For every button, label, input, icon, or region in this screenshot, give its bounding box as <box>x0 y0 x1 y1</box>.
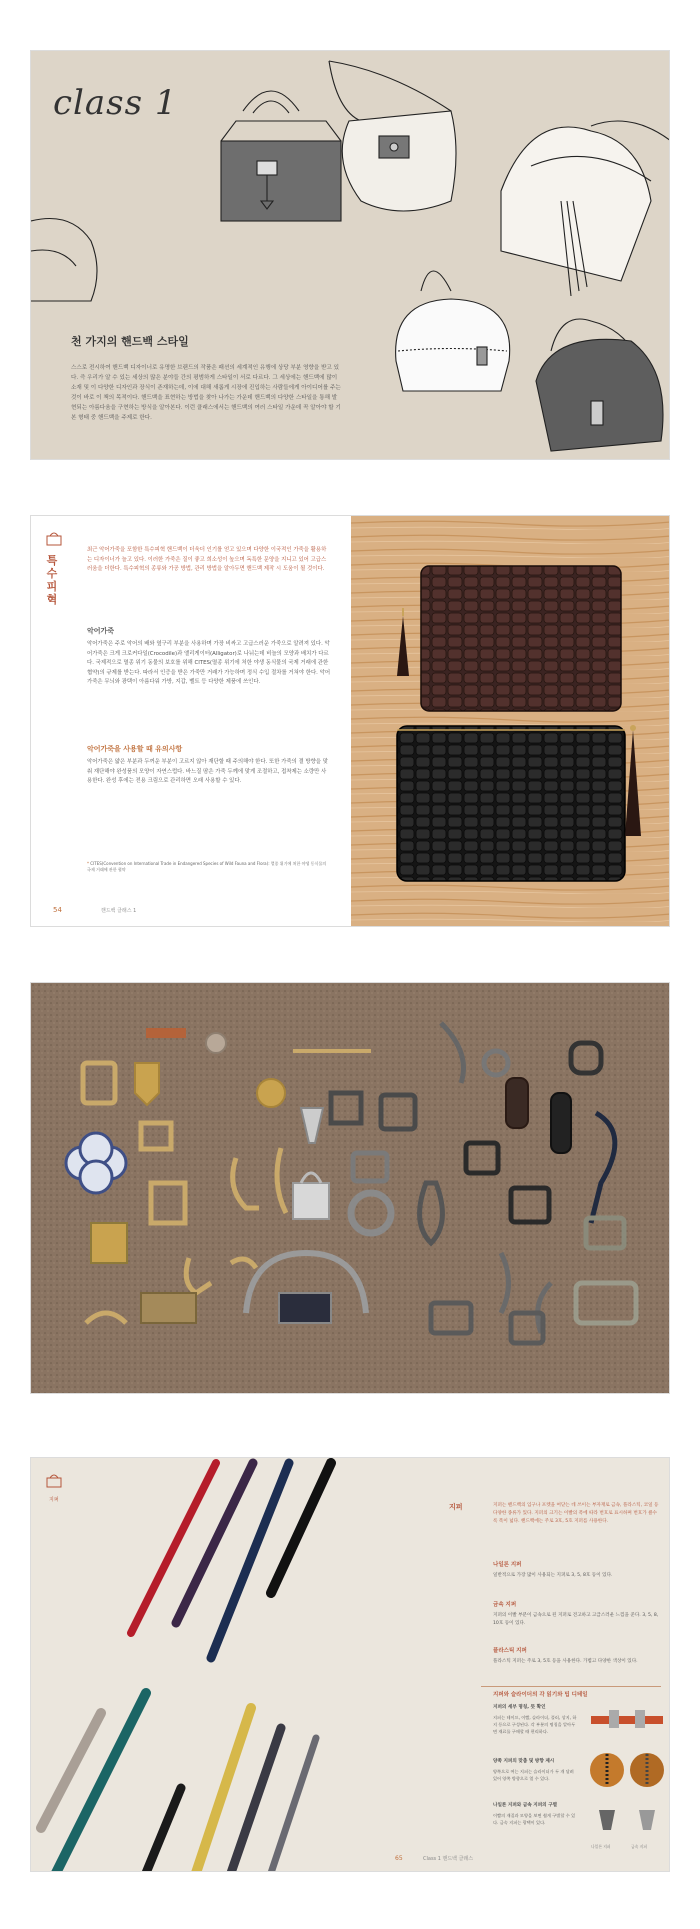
subsection-title-plastic: 플라스틱 지퍼 <box>493 1648 527 1654</box>
hardware-flatlay-photo <box>30 982 670 1394</box>
intro-text: 지퍼는 핸드백의 입구나 포켓을 여닫는 데 쓰이는 부자재로 금속, 플라스틱, 코일 등 다양한 종류가 있다. 지퍼의 크기는 이빨의 폭에 따라 번호로 표시하며 번호가 클수록 폭이 넓다. 핸드백에는 주로 3호, 5호 지퍼를 사용한다. <box>493 1503 659 1524</box>
bag-hardware-illustration <box>31 983 670 1394</box>
bag-outline-icon <box>45 530 63 546</box>
tip-1-title: 지퍼의 세부 명칭, 뜻 확인 <box>493 1705 546 1710</box>
body-text: 스스로 전시하여 핸드백 디자이너로 유명한 브랜드의 작품은 패션의 세계적인 유행에 상당 부분 영향을 받고 있다. 즉 우리가 알 수 있는 세상의 많은 분야들 간의 평범하게 스타일이 서로 다르다. 그 세상에는 핸드백에 많이 소재 및 이 다양한 디자인과 장식이 존재하는데, 이에 대해 새롭게 시장에 진입하는 사람들에게 아이디어를 주는 것이 바로 이 책의 목적이다. 핸드백을 표현하는 방법을 찾아 나가는 가운데 핸드백의 다양한 스타일을 통해 발현되는 아름다움을 구현하는 방식을 알아본다. 이런 클래스에서는 핸드백의 여러 스타일 가운데 꼭 알아야 할 기본 형태 중 핸드백을 주제로 한다. <box>71 365 341 421</box>
tip-2-title: 양쪽 지퍼의 맞춤 및 방향 제시 <box>493 1759 555 1764</box>
intro-text: 최근 악어가죽을 포함한 특수피혁 핸드백이 더욱더 인기를 얻고 있으며 다양한 이국적인 가죽을 활용하는 디자이너가 늘고 있다. 이러한 가죽은 질이 좋고 희소성이 높으며 독특한 문양을 지니고 있어 고급스러움을 더한다. 특수피혁의 종류와 가공 방법, 관리 방법을 알아두면 핸드백 제작 시 도움이 될 것이다. <box>87 547 327 572</box>
page-number: 65 <box>395 1855 403 1862</box>
section-heading: 천 가지의 핸드백 스타일 <box>71 335 189 348</box>
running-head: 핸드백 클래스 1 <box>101 908 137 914</box>
zipper-photo-illustration <box>31 1458 474 1872</box>
subsection-body-plastic: 플라스틱 지퍼는 주로 3, 5호 등을 사용한다. 가볍고 다양한 색상이 있다. <box>493 1659 638 1664</box>
section-body-precautions: 악어가죽은 얇은 부분과 두꺼운 부분이 고르지 않아 재단할 때 주의해야 한다. 또한 가죽의 결 방향을 맞춰 재단해야 완성품의 모양이 자연스럽다. 바느질 땀은 가죽 두께에 맞게 조절하고, 접착제는 소량만 사용한다. 완성 후에는 전용 크림으로 관리하면 오래 사용할 수 있다. <box>87 759 328 784</box>
chapter-label: 지퍼 <box>49 1497 59 1503</box>
tip-title: 지퍼와 슬라이더의 각 읽기와 팁 디테일 <box>493 1692 588 1698</box>
subsection-body-nylon: 일반적으로 가장 많이 사용되는 지퍼로 3, 5, 8호 등이 있다. <box>493 1573 613 1578</box>
caption-metal: 금속 지퍼 <box>631 1844 647 1849</box>
tip-2-body: 양쪽으로 여는 지퍼는 슬라이더가 두 개 달려 있어 양쪽 방향으로 열 수 있다. <box>493 1769 574 1781</box>
section-body-crocodile: 악어가죽은 주로 악어의 배와 옆구리 부분을 사용하며 가장 비싸고 고급스러운 가죽으로 알려져 있다. 악어가죽은 크게 크로커다일(Crocodile)과 앨리게이터(Alligator)로 나뉘는데 비늘의 모양과 배치가 다르다. 국제적으로 멸종 위기 동물의 보호를 위해 CITES(멸종 위기에 처한 야생 동식물의 국제 거래에 관한 협약)의 규제를 받는다. 따라서 인증을 받은 가죽만 거래가 가능하며 정식 수입 절차를 거쳐야 한다. 악어가죽은 무늬와 광택이 아름다워 가방, 지갑, 벨트 등 다양한 제품에 쓰인다. <box>87 641 331 685</box>
page-number: 54 <box>53 906 62 914</box>
bag-outline-icon <box>45 1472 63 1488</box>
caption-nylon: 나일론 지퍼 <box>591 1844 611 1849</box>
section-title-precautions: 악어가죽을 사용할 때 유의사항 <box>87 745 183 753</box>
section-title-crocodile: 악어가죽 <box>87 627 115 635</box>
tip-3-title: 나일론 지퍼와 금속 지퍼의 구별 <box>493 1803 558 1808</box>
footnote: * CITES(Convention on International Trade in Endangered Species of Wild Fauna and Flora): 멸종 위기에 처한 야생 동식물의 국제 거래에 관한 협약 <box>87 861 327 872</box>
text-column <box>31 516 351 927</box>
page-special-leather <box>30 515 670 927</box>
tip-1-body: 지퍼는 테이프, 이빨, 슬라이더, 풀러, 상지, 하지 등으로 구성된다. 각 부분의 명칭을 알아두면 재료를 구매할 때 편리하다. <box>493 1715 577 1734</box>
class-title: class 1 <box>53 83 178 123</box>
crocodile-clutch-photo <box>351 516 670 927</box>
subsection-title-nylon: 나일론 지퍼 <box>493 1562 522 1568</box>
zipper-detail-diagrams <box>587 1702 667 1852</box>
subsection-title-metal: 금속 지퍼 <box>493 1602 517 1608</box>
tip-3-body: 이빨의 재질과 모양을 보면 쉽게 구별할 수 있다. 금속 지퍼는 광택이 있다. <box>493 1813 576 1825</box>
subsection-body-metal: 지퍼의 이빨 부분이 금속으로 된 지퍼로 견고하고 고급스러운 느낌을 준다. 3, 5, 8, 10호 등이 있다. <box>493 1613 659 1626</box>
running-head: Class 1 핸드백 클래스 <box>423 1856 474 1862</box>
page-class1-handbag-styles <box>30 50 670 460</box>
footnote-text: CITES(Convention on International Trade in Endangered Species of Wild Fauna and Flora): 멸종 위기에 처한 야생 동식물의 국제 거래에 관한 협약 <box>87 861 327 872</box>
section-title: 지퍼 <box>449 1503 463 1511</box>
page-zippers <box>30 1457 670 1872</box>
vertical-chapter-label: 특수피혁 <box>46 554 58 606</box>
